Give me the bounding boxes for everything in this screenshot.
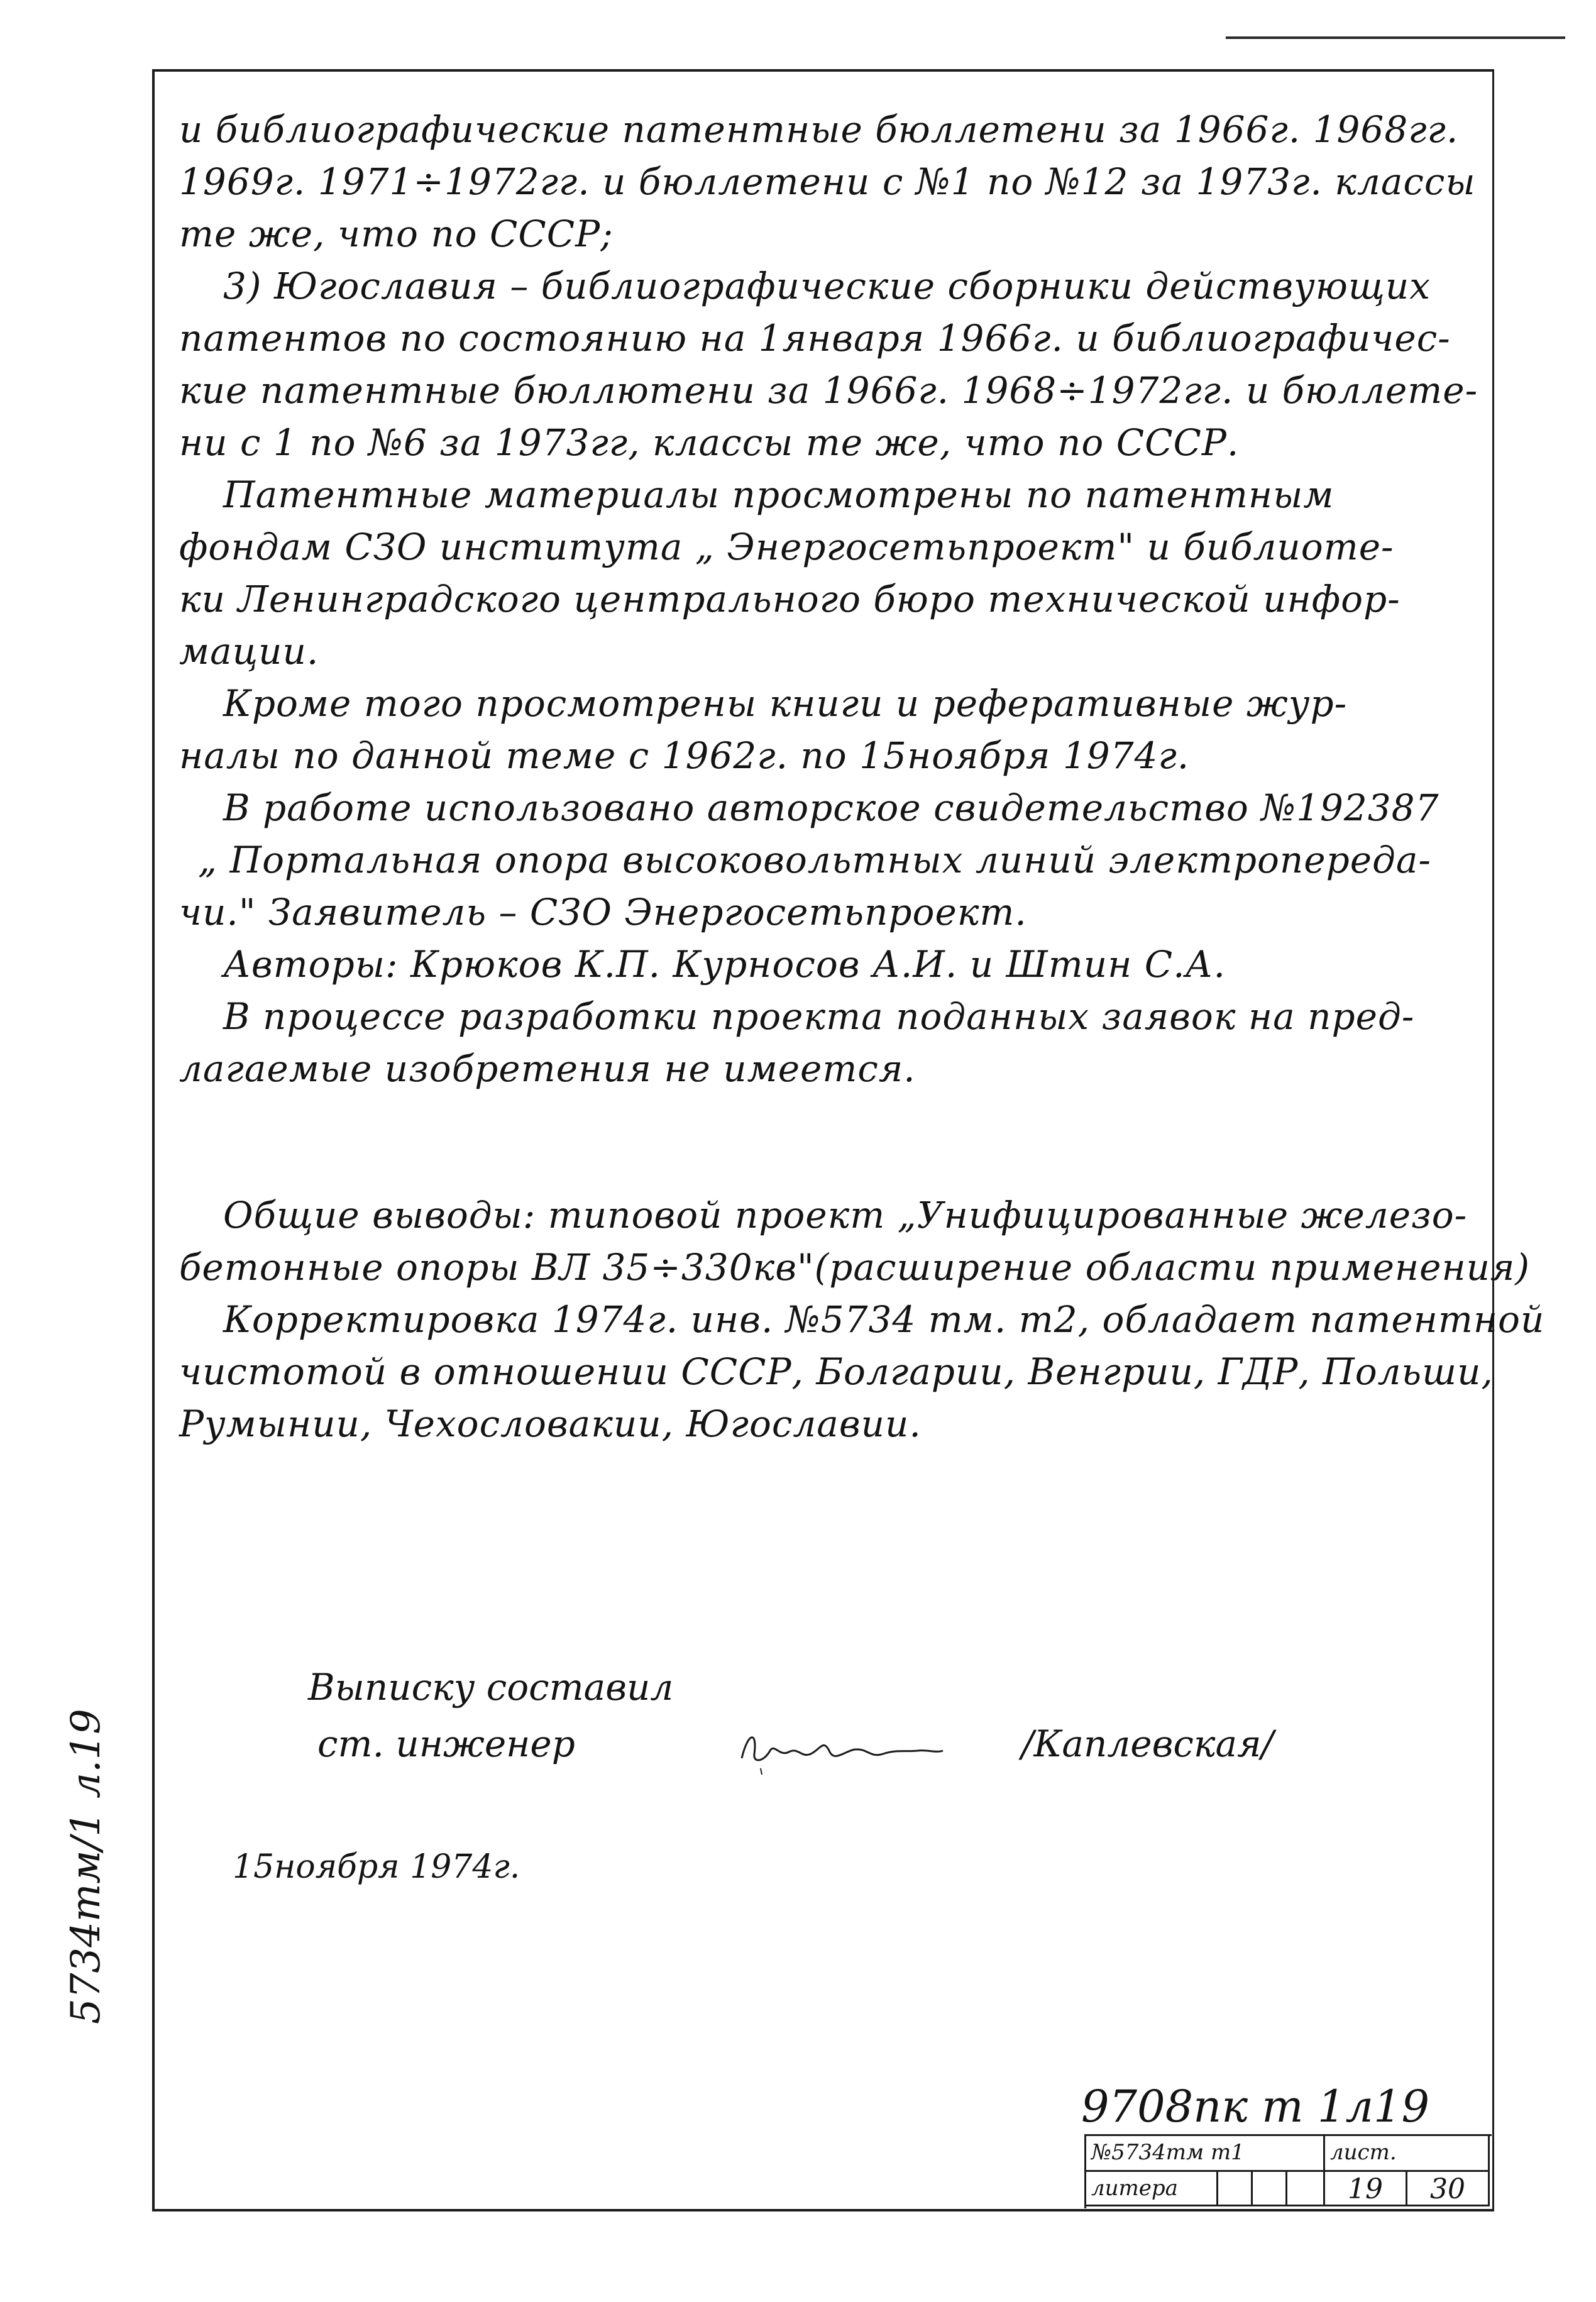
stamp-letter-label: литера: [1086, 2172, 1218, 2206]
text-line: В работе использовано авторское свидетельство №192387: [223, 786, 1439, 829]
signature-title: ст. инженер: [317, 1722, 575, 1765]
text-line: лагаемые изобретения не имеется.: [179, 1047, 916, 1090]
text-line: те же, что по СССР;: [179, 212, 614, 255]
document-code: 9708пк т 1л19: [1081, 2081, 1430, 2132]
stamp-total-sheets: 30: [1407, 2172, 1490, 2206]
stamp-sheet-label: лист.: [1325, 2136, 1490, 2172]
signature-caption: Выписку составил: [308, 1666, 674, 1709]
text-line: чи." Заявитель – СЗО Энергосетьпроект.: [179, 891, 1027, 933]
text-line: ки Ленинградского центрального бюро технической инфор-: [179, 578, 1401, 620]
stamp-letter-cell: [1287, 2172, 1325, 2206]
stamp-letter-cell: [1218, 2172, 1253, 2206]
stamp-inventory: №5734тм т1: [1086, 2136, 1325, 2172]
text-line: Корректировка 1974г. инв. №5734 тм. т2, обладает патентной: [223, 1298, 1545, 1341]
signature-date: 15ноября 1974г.: [233, 1848, 520, 1886]
text-line: ни с 1 по №6 за 1973гг, классы те же, что по СССР.: [179, 421, 1240, 464]
text-line: бетонные опоры ВЛ 35÷330кв"(расширение области применения): [179, 1246, 1531, 1289]
text-line: Кроме того просмотрены книги и реферативные жур-: [223, 682, 1348, 725]
text-line: Авторы: Крюков К.П. Курносов А.И. и Штин С.А.: [223, 943, 1226, 986]
signer-name: /Каплевская/: [1021, 1722, 1274, 1765]
text-line: и библиографические патентные бюллетени за 1966г. 1968гг.: [179, 108, 1459, 151]
stamp-letter-cell: [1253, 2172, 1287, 2206]
text-line: налы по данной теме с 1962г. по 15ноября 1974г.: [179, 734, 1190, 777]
text-line: 3) Югославия – библиографические сборники действующих: [223, 265, 1431, 307]
text-line: патентов по состоянию на 1января 1966г. и библиографичес-: [179, 317, 1451, 360]
text-line: В процессе разработки проекта поданных заявок на пред-: [223, 995, 1415, 1038]
text-line: Румынии, Чехословакии, Югославии.: [179, 1402, 922, 1445]
text-line: „ Портальная опора высоковольтных линий электропереда-: [198, 839, 1431, 881]
text-line: 1969г. 1971÷1972гг. и бюллетени с №1 по №12 за 1973г. классы: [179, 160, 1476, 203]
margin-reference: 5734тм/1 л.19: [63, 1709, 109, 2024]
top-rule: [1226, 36, 1565, 39]
stamp-sheet-number: 19: [1325, 2172, 1407, 2206]
text-line: кие патентные бюллютени за 1966г. 1968÷1972гг. и бюллете-: [179, 369, 1478, 412]
text-line: Общие выводы: типовой проект „Унифицированные железо-: [223, 1194, 1468, 1236]
title-block-stamp: [1084, 2134, 1492, 2208]
paragraph-gap: [179, 1095, 1487, 1189]
text-line: мации.: [179, 630, 319, 673]
text-line: чистотой в отношении СССР, Болгарии, Венгрии, ГДР, Польши,: [179, 1350, 1494, 1393]
text-line: Патентные материалы просмотрены по патентным: [223, 473, 1335, 516]
text-line: фондам СЗО института „ Энергосетьпроект" и библиоте-: [179, 526, 1394, 568]
handwritten-signature: [735, 1719, 949, 1776]
document-body: [179, 104, 1545, 1450]
